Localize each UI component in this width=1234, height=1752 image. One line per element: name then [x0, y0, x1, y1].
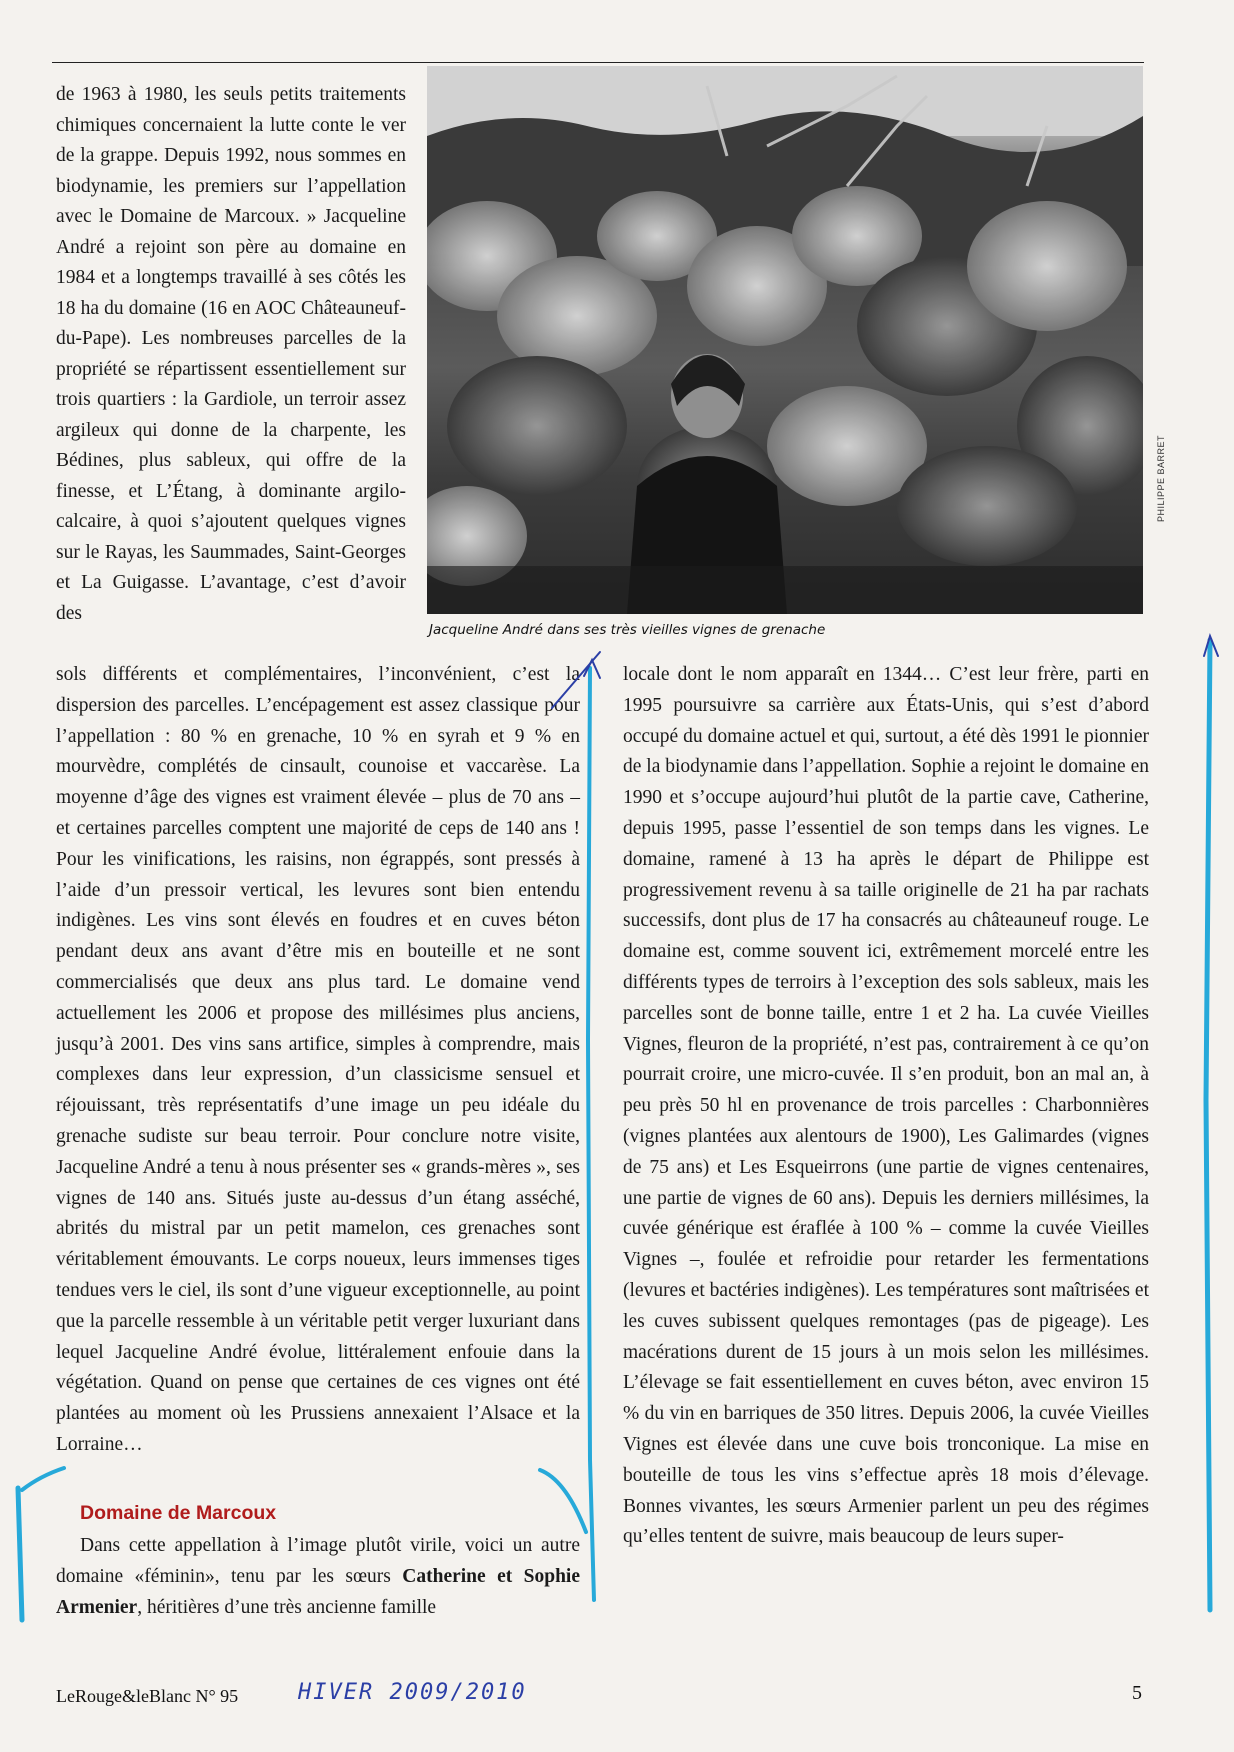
article-text-left-bottom: sols différents et complémentaires, l’inconvénient, c’est la dispersion des parcelles. L’encépagement est assez classique pour l’appellation : 80 % en grenache, 10 % en syrah et 9 % en mourvèdre, complétés de cinsault, counoise et vaccarèse. La moyenne d’âge des vignes est vraiment élevée – plus de 70 ans – et certaines parcelles comptent une majorité de ceps de 140 ans ! Pour les vinifications, les raisins, non égrappés, sont pressés à l’aide d’un pressoir vertical, les levures sont bien entendu indigènes. Les vins sont élevés en foudres et en cuves béton pendant deux ans avant d’être mis en bouteille et ne sont commercialisés que deux ans plus tard. Le domaine vend actuellement les 2006 et propose des millésimes plus anciens, jusqu’à 2001. Des vins sans artifice, simples à comprendre, mais complexes dans leur expression, d’un classicisme sensuel et réjouissant, très représentatifs d’une image un peu idéale du grenache sudiste sur beau terroir. Pour conclure notre visite, Jacqueline André a tenu à nous présenter ses « grands-mères », ses vignes de 140 ans. Situés juste au-dessus d’un étang asséché, abrités du mistral par un petit mamelon, ces grenaches sont véritablement émouvants. Le corps noueux, leurs immenses tiges tendues vers le ciel, ils sont d’une vigueur exceptionnelle, au point que la parcelle ressemble à un véritable petit verger luxuriant dans lequel Jacqueline André évolue, littéralement enfouie dans la végétation. Quand on pense que certaines de ces vignes ont été plantées au moment où les Prussiens annexaient l’Alsace et la Lorraine…: [56, 664, 580, 1455]
handwritten-note: HIVER 2009/2010: [298, 1680, 527, 1705]
section-marcoux: [56, 1502, 580, 1623]
section-heading: Domaine de Marcoux: [80, 1502, 277, 1524]
page-number: 5: [1132, 1682, 1142, 1704]
section-intro-text: Dans cette appellation à l’image plutôt virile, voici un autre domaine «féminin», tenu par les sœurs: [56, 1535, 580, 1587]
section-paragraph: [56, 1531, 580, 1623]
article-text-right: locale dont le nom apparaît en 1344… C’est leur frère, parti en 1995 poursuivre sa carrière aux États-Unis, qui s’est d’abord occupé du domaine actuel et qui, surtout, a été dès 1991 le pionnier de la biodynamie dans l’appellation. Sophie a rejoint le domaine en 1990 et s’occupe aujourd’hui plutôt de la partie cave, Catherine, depuis 1995, passe l’essentiel de son temps dans les vignes. Le domaine, ramené à 13 ha après le départ de Philippe est progressivement revenu à sa taille originelle de 21 ha par rachats successifs, dont plus de 17 ha consacrés au châteauneuf rouge. Le domaine est, comme souvent ici, extrêmement morcelé entre les différents types de terroirs à l’exception des sols sableux, mais les parcelles sont de bonne taille, entre 1 et 2 ha. La cuvée Vieilles Vignes, fleuron de la propriété, n’est pas, contrairement à ce qu’on pourrait croire, une micro-cuvée. Il s’en produit, bon an mal an, à peu près 50 hl en provenance de trois parcelles : Charbonnières (vignes plantées aux alentours de 1900), Les Galimardes (vignes de 75 ans) et Les Esqueirrons (une partie de vignes centenaires, une partie de vignes de 60 ans). Depuis les derniers millésimes, la cuvée générique est éraflée à 100 % – comme la cuvée Vieilles Vignes –, foulée et refroidie pour retarder les fermentations (levures et bactéries indigènes). Les températures sont maîtrisées et les cuves subissent quelques remontages (pas de pigeage). Les macérations durent de 15 jours à un mois selon les millésimes. L’élevage se fait essentiellement en cuves béton, avec environ 15 % du vin en barriques de 350 litres. Depuis 2006, la cuvée Vieilles Vignes est élevée dans une cuve bois tronconique. La mise en bouteille de tous les vins s’effectue après 18 mois d’élevage. Bonnes vivantes, les sœurs Armenier parlent un peu des régimes qu’elles tentent de suivre, mais beaucoup de leurs super-: [623, 664, 1149, 1548]
top-rule: [52, 62, 1144, 63]
marker-arrow-top-left: [584, 660, 600, 678]
marker-bracket-far-left: [18, 1488, 22, 1620]
article-text-left-top: de 1963 à 1980, les seuls petits traitements chimiques concernaient la lutte conte le ver de la grappe. Depuis 1992, nous sommes en biodynamie, les premiers sur l’appellation avec le Domaine de Marcoux. » Jacqueline André a rejoint son père au domaine en 1984 et a longtemps travaillé à ses côtés les 18 ha du domaine (16 en AOC Châteauneuf-du-Pape). Les nombreuses parcelles de la propriété se répartissent essentiellement sur trois quartiers : la Gardiole, un terroir assez argileux qui donne de la charpente, les Bédines, plus sableux, qui offre de la finesse, et L’Étang, à dominante argilo-calcaire, à quoi s’ajoutent quelques vignes sur le Rayas, les Saummades, Saint-Georges et La Guigasse. L’avantage, c’est d’avoir des: [56, 84, 406, 624]
marker-arrow-right-top: [1204, 636, 1218, 656]
marker-line-right-margin: [1206, 640, 1210, 1610]
vineyard-photo: [427, 66, 1143, 614]
section-owner-names: Catherine et Sophie Armenier: [56, 1565, 581, 1618]
section-rest-text: , héritières d’une très ancienne famille: [137, 1596, 437, 1618]
photo-caption: Jacqueline André dans ses très vieilles vignes de grenache: [429, 622, 826, 638]
photo-credit: PHILIPPE BARRET: [1156, 434, 1166, 522]
magazine-footer: LeRouge&leBlanc N° 95: [56, 1686, 239, 1706]
marker-hook-far-left: [22, 1468, 64, 1490]
marker-line-left-column: [588, 668, 594, 1600]
